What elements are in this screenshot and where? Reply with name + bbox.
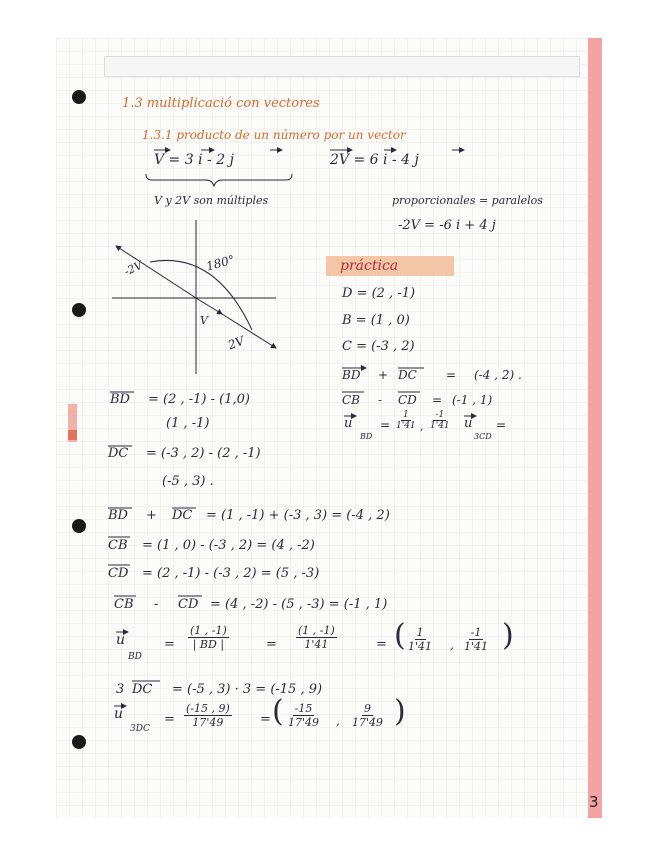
page-number: 3 <box>589 793 599 811</box>
unit-bd-frac1-num: (1 , -1) <box>190 624 227 637</box>
graph-vector-minus2v <box>116 246 196 298</box>
line4-cd: CD <box>178 597 199 612</box>
three-dc-coef: 3 <box>116 682 125 697</box>
work-bd-equation: = (2 , -1) - (1,0) <box>148 392 250 407</box>
practica-bd: BD <box>342 368 361 382</box>
unit-bd-paren-close: ) <box>502 618 514 653</box>
unit-bd-eq1: = <box>164 637 175 652</box>
line2-cb: CB <box>108 538 128 553</box>
multiples-text: V y 2V son múltiples <box>154 194 269 207</box>
practica-eq2: = <box>432 393 443 407</box>
section-heading: 1.3 multiplicació con vectores <box>122 96 320 111</box>
work-bd-label: BD <box>110 392 130 407</box>
unit-3dc-u: u <box>114 706 124 722</box>
three-dc-rest: = (-5 , 3) · 3 = (-15 , 9) <box>172 682 323 697</box>
underbrace <box>146 174 292 186</box>
unit-3dc-frac2-num: -15 <box>294 702 313 715</box>
line1-rest: = (1 , -1) + (-3 , 3) = (-4 , 2) <box>206 508 390 523</box>
practica-unit-u: u <box>344 416 353 431</box>
unit-3dc-frac3-den: 17'49 <box>352 716 384 729</box>
unit-3dc-eq2: = <box>260 712 271 727</box>
practica-unit-sep: , <box>420 420 424 433</box>
vector-v-equation: V = 3 i - 2 j <box>154 152 234 168</box>
unit-bd-frac4-num: -1 <box>470 626 482 639</box>
practica-cd: CD <box>398 393 417 407</box>
unit-3dc-eq1: = <box>164 712 175 727</box>
unit-3dc-frac1-den: 17'49 <box>192 716 224 729</box>
point-b: B = (1 , 0) <box>342 313 410 328</box>
practica-frac-1-den: 1'41 <box>396 421 416 431</box>
unit-bd-paren-open: ( <box>394 618 406 653</box>
line3-rest: = (2 , -1) - (-3 , 2) = (5 , -3) <box>142 566 320 581</box>
line4-cb: CB <box>114 597 134 612</box>
unit-bd-sep: , <box>450 638 454 652</box>
parallel-text: proporcionales = paralelos <box>392 194 543 207</box>
vector-2v-equation: 2V = 6 i - 4 j <box>330 152 419 168</box>
unit-bd-eq2: = <box>266 637 277 652</box>
line4-rest: = (4 , -2) - (5 , -3) = (-1 , 1) <box>210 597 388 612</box>
subsection-heading: 1.3.1 producto de un número por un vector <box>142 128 406 142</box>
graph-label-2v: 2V <box>226 333 247 353</box>
line1-bd: BD <box>108 508 128 523</box>
graph-angle-arc <box>150 260 252 330</box>
three-dc-label: DC <box>132 682 153 697</box>
graph-label-minus2v: -2V <box>122 258 145 279</box>
unit-bd-frac1-den: | BD | <box>192 638 225 651</box>
unit-3dc-paren-close: ) <box>394 694 406 729</box>
unit-3dc-sub: 3DC <box>130 724 150 734</box>
unit-bd-frac3-den: 1'41 <box>408 640 433 653</box>
line4-minus: - <box>154 597 159 612</box>
graph-vector-2v <box>222 314 276 348</box>
work-dc-result: (-5 , 3) . <box>162 474 214 489</box>
point-c: C = (-3 , 2) <box>342 339 415 354</box>
practica-eq: = <box>446 368 457 382</box>
unit-3dc-frac1-num: (-15 , 9) <box>186 702 230 715</box>
line1-dc: DC <box>172 508 193 523</box>
graph-vector-v <box>196 298 222 314</box>
graph-label-v: V <box>200 314 208 327</box>
unit-bd-frac4-den: 1'41 <box>464 640 489 653</box>
work-dc-equation: = (-3 , 2) - (2 , -1) <box>146 446 261 461</box>
practica-diff-result: (-1 , 1) <box>452 393 493 407</box>
unit-3dc-paren-open: ( <box>272 694 284 729</box>
practica-frac-2-num: -1 <box>435 410 445 420</box>
unit-3dc-frac2-den: 17'49 <box>288 716 320 729</box>
line2-rest: = (1 , 0) - (-3 , 2) = (4 , -2) <box>142 538 315 553</box>
practica-unit-sub: BD <box>360 432 373 441</box>
unit-bd-frac2-num: (1 , -1) <box>298 624 335 637</box>
work-dc-label: DC <box>108 446 129 461</box>
unit-bd-eq3: = <box>376 637 387 652</box>
practica-minus: - <box>378 393 383 407</box>
practica-unit-u2: u <box>464 416 473 431</box>
neg-2v-equation: -2V = -6 i + 4 j <box>398 218 496 233</box>
work-bd-result: (1 , -1) <box>166 416 210 431</box>
practica-title: práctica <box>340 258 399 274</box>
graph-label-angle: 180° <box>204 252 237 274</box>
practica-plus: + <box>378 368 389 382</box>
line1-plus: + <box>146 508 157 523</box>
point-d: D = (2 , -1) <box>342 286 416 301</box>
practica-unit-eq: = <box>380 418 391 432</box>
unit-bd-sub: BD <box>128 652 142 662</box>
practica-unit-eq2: = <box>496 418 507 432</box>
unit-3dc-sep: , <box>336 714 340 728</box>
practica-sum-result: (-4 , 2) . <box>474 368 522 382</box>
unit-bd-frac2-den: 1'41 <box>304 638 329 651</box>
practica-frac-1-num: 1 <box>402 410 409 420</box>
unit-bd-frac3-num: 1 <box>416 626 424 639</box>
unit-bd-u: u <box>116 632 126 648</box>
practica-frac-2-den: 1'41 <box>430 421 450 431</box>
unit-3dc-frac3-num: 9 <box>364 702 372 715</box>
line3-cd: CD <box>108 566 129 581</box>
practica-cb: CB <box>342 393 360 407</box>
practica-dc: DC <box>398 368 417 382</box>
practica-unit-sub2: 3CD <box>474 432 492 441</box>
